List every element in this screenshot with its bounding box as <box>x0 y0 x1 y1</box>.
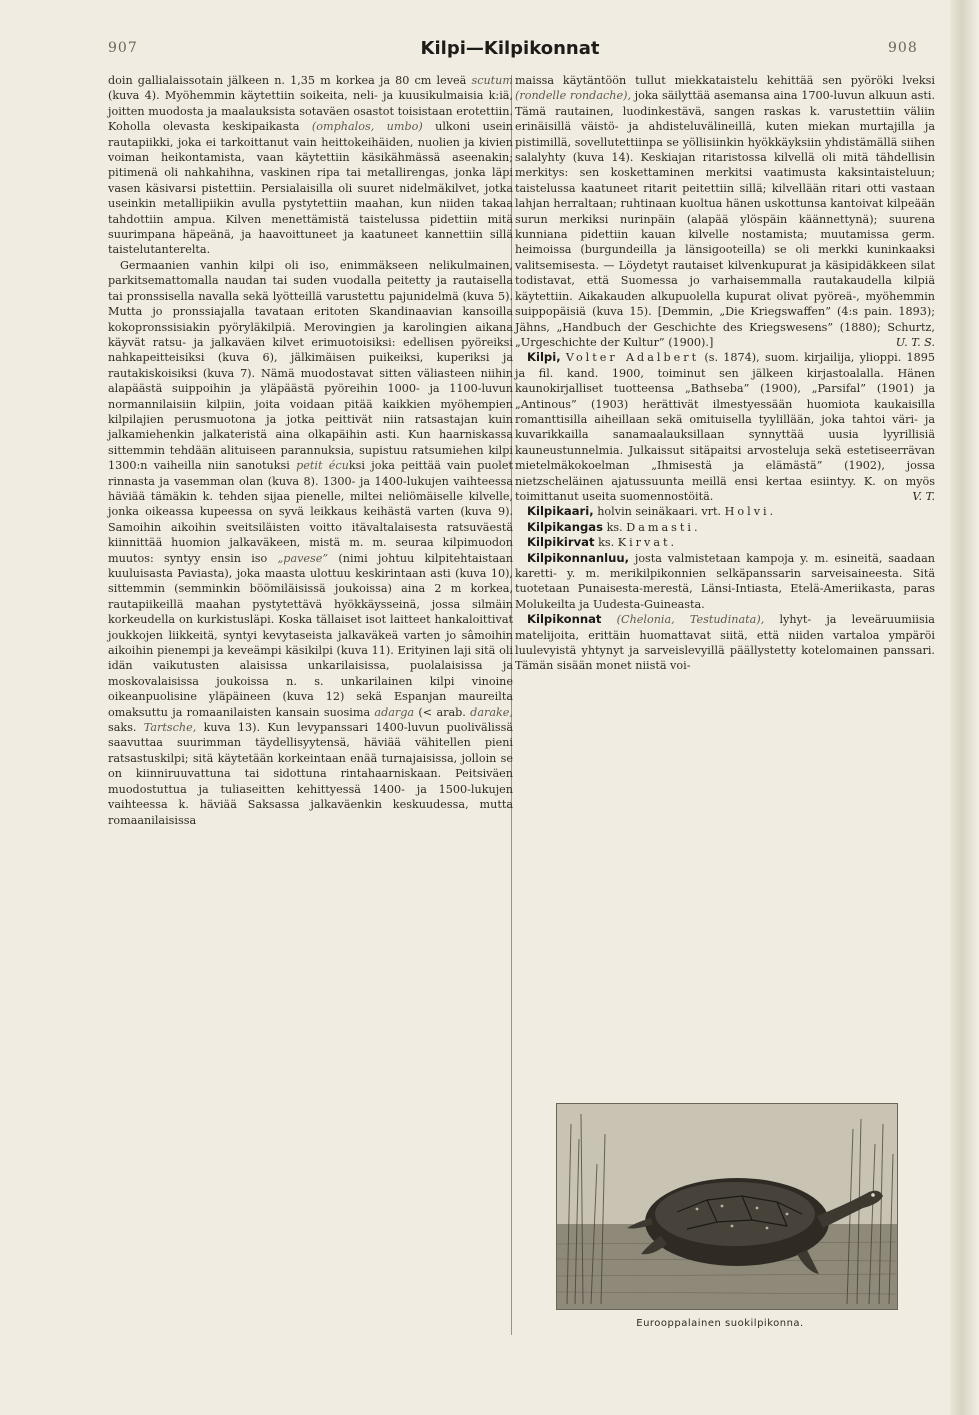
paragraph: maissa käytäntöön tullut miekkataistelu kehittää sen pyöröki lveksi (rondelle rondache), joka säilyttää asemansa aina 1700-luvun alkuun asti. Tämä rautainen, luodinkestävä, sangen raskas k. varustettiin väliin erinäisillä väistö- ja ahdisteluvälineillä, kuten miekan murtajilla ja pistimillä, sovellutettiinpa se yöllisiinkin hyökkäyksiin yhdistämällä siihen salalyhty (kuva 14). Keskiajan ritaristossa kilvellä oli mitä tähdellisin merkitys: sen koskettaminen merkitsi vaatimusta kaksintaisteluun; taistelussa kaatuneet ritarit peitettiin sillä; kilvellään ritari otti vastaan lahjan herraltaan; ruhtinaan kuoltua hänen uskottunsa kantoivat kilpeään surun merkiksi nurinpäin (alapää ylöspäin käännettynä); suurena kunniana pidettiin kauan kilvelle nostamista; muutamissa germ. heimoissa (burgundeilla ja länsigooteilla) se oli merkki kuninkaaksi valitsemisesta. — Löydetyt rautaiset kilvenkupurat ja käsipidäkkeen silat todistavat, että Suomessa jo varhaisemmalla rautakaudella kilpiä käytettiin. Aikakauden alkupuolella kupurat olivat pyöreä-, myöhemmin suippopäisiä (kuva 15). [Demmin, „Die Kriegswaffen” (4:s pain. 1893); Jähns, „Handbuch der Geschichte des Kriegswesens” (1880); Schurtz, „Urgeschichte der Kultur” (1900).] U. T. S. <box>515 74 936 349</box>
entry-headword: Kilpikaari, <box>527 504 594 519</box>
entry-headword: Kilpi, <box>527 350 561 365</box>
entry-headword: Kilpikirvat <box>527 535 595 550</box>
running-title: Kilpi—Kilpikonnat <box>420 38 600 59</box>
author-signature: V. T. <box>912 489 935 503</box>
left-column <box>108 73 513 828</box>
page-number-right: 908 <box>888 40 918 56</box>
right-column <box>515 73 935 674</box>
entry-headword: Kilpikangas <box>527 519 604 534</box>
entry-kilpikirvat: Kilpikirvat ks. Kirvat. <box>527 535 678 550</box>
cross-reference: Damasti. <box>626 520 701 534</box>
entry-headword: Kilpikonnat <box>527 612 602 627</box>
entry-headword: Kilpikonnanluu, <box>527 550 630 565</box>
cross-reference: Kirvat. <box>617 536 678 550</box>
entry-kilpikaari: Kilpikaari, holvin seinäkaari. vrt. Holvi. <box>527 504 777 519</box>
entry-kilpikonnat: Kilpikonnat (Chelonia, Testudinata), lyhyt- ja leveäruumiisia matelijoita, erittäin huomattavat siitä, että niiden vartaloa ympäröi luulevyistä yhtynyt ja sarveislevyillä päällystetty kotelomainen panssari. Tämän sisään monet niistä voi- <box>515 612 935 673</box>
entry-kilpi: Kilpi, Volter Adalbert (s. 1874), suom. kirjailija, ylioppi. 1895 ja fil. kand. 1900, toiminut sen jälkeen kirjastoalalla. Hänen kaunokirjalliset tuotteensa „Bathseba” (1900), „Parsifal” (1901) ja „Antinous” (1903) herättivät ilmestyessään huomiota kaukaisilla romanttisilla aiheillaan sekä omituisella tyylillään, joka tahtoi väri- ja kuvarikkailla sanamaalauksillaan synnyttää uusia lyyrillisiä kauneustunnelmia. Julkaissut sitäpaitsi arvosteluja sekä estetiseerrävan mietelmäkokoelman „Ihmisestä ja elämästä” (1902), jossa nietzscheläinen ajatussuunta meillä ensi kertaa esiintyy. K. on myös toimittanut useita suomennostöitä. V. T. <box>515 350 936 503</box>
entry-kilpikangas: Kilpikangas ks. Damasti. <box>527 519 701 534</box>
turtle-engraving <box>557 1104 897 1309</box>
page-binding-edge <box>950 0 979 1415</box>
cross-reference: Holvi. <box>724 505 777 519</box>
entry-kilpikonnanluu: Kilpikonnanluu, josta valmistetaan kampoja y. m. esineitä, saadaan karetti- y. m. merikilpikonnien selkäpanssarin sarveisaineesta. Sitä tuotetaan Punaisesta-merestä, Länsi-Intiasta, Etelä-Ameriikasta, paras Molukeilta ja Uudesta-Guineasta. <box>515 550 935 611</box>
figure-caption: Eurooppalainen suokilpikonna. <box>636 1318 804 1329</box>
paragraph: Germaanien vanhin kilpi oli iso, enimmäkseen nelikulmainen, parkitsemattomalla naudan tai suden vuodalla peitetty ja rautaisella tai pronssisella navalla sekä lyötteillä varustettu pajunidelmä (kuva 5). Mutta jo pronssiajalla tavataan eritoten Skandinaavian kansoilla kokopronssisiakin pyöryläkilpiä. Merovingien ja karolingien aikana käyvät ratsu- ja jalkaväen kilvet erimuotoisiksi: edellisen pyöreiksi nahkapeitteisiksi (kuva 6), jälkimäisen puikeiksi, kuperiksi ja rautakiskoisiksi (kuva 7). Nämä muodostavat sitten väliasteen niihin alapäästä suippoihin ja yläpäästä pyöreihin 1000- ja 1100-luvun normannilaisiin kilpiin, joita voidaan pitää kaikkien myöhempien kilpilajien perusmuotona ja jotka peittivät niin ratsastajan kuin jalkamiehenkin jalkateristä aina olkapäihin asti. Kun haarniskassa sittemmin tehdään alituiseen parannuksia, supistuu ratsumiehen kilpi 1300:n vaiheilla niin sanotuksi petit écuksi joka peittää vain puolet rinnasta ja vasemman olan (kuva 8). 1300- ja 1400-lukujen vaihteessa häviää tämäkin k. tehden sijaa pienelle, miltei neliömäiselle kilvelle, jonka oikeassa kupeessa on syvä leikkaus keihästä varten (kuva 9). Samoihin aikoihin sveitsiläisten voitto itävaltalaisesta ratsuväestä kiinnittää huomion jalkaväkeen, mistä m. m. seuraa kilpimuodon muutos: syntyy ensin iso „pavese” (nimi johtuu kilpitehtaistaan kuuluisasta Paviasta), joka maasta ulottuu keskirintaan asti (kuva 10), sittemmin (semminkin böömiläisissä joukoissa) aina 2 m korkea, rautapiikeillä maahan pystytettävä hyökkäysseinä, jossa silmäin korkeudella on kurkistusläpi. Koska tällaiset isot laitteet hankaloittivat joukkojen liikkeitä, syntyi kevytaseista jalkaväkeä varten jo sâmoihin aikoihin pienempi ja keveämpi käsikilpi (kuva 11). Erityinen laji sitä oli idän vaikutusten alaisissa unkarilaisissa, puolalaisissa ja moskovalaisissa joukoissa n. s. unkarilainen kilpi vinoine oikeanpuolisine yläpäineen (kuva 12) sekä Espanjan maureilta omaksuttu ja romaanilaisten kansain suosima adarga (< arab. darake, saks. Tartsche, kuva 13). Kun levypanssari 1400-luvun puolivälissä saavuttaa suurimman täydellisyytensä, häviää vähitellen pieni ratsastuskilpi; sitä käytetään korkeintaan enää turnajaisissa, jolloin se on kiinniruuvattuna tai sidottuna rintahaarniskaan. Peitsiväen muodostuttua ja tuliaseitten kehittyessä 1400- ja 1500-lukujen vaihteessa k. häviää Saksassa jalkaväenkin keskuudessa, mutta romaanilaisissa <box>108 258 513 827</box>
turtle-illustration <box>556 1103 898 1310</box>
paragraph: doin gallialaissotain jälkeen n. 1,35 m korkea ja 80 cm leveä scutum (kuva 4). Myöhemmin käytettiin soikeita, neli- ja kuusikulmaisia k:iä, joitten muodosta ja maalauksista sotaväen osastot toisistaan erotettiin. Koholla olevasta keskipaikasta (omphalos, umbo) ulkoni usein rautapiikki, joka ei tarkoittanut vain heittokeihäiden, nuolien ja kivien voiman heikontamista, vaan käytettiin käsikähmässä aseenakin; pitimenä oli nahkahihna, vaskinen ripa tai metallirengas, jonka läpi vasen käsivarsi pistettiin. Persialaisilla oli suuret nidelmäkilvet, jotka useinkin metallipiikin avulla pystytettiin maahan, kun niiden takaa tahdottiin ampua. Kilven menettämistä taistelussa pidettiin mitä suurimpana häpeänä, ja haavoittuneet ja kaatuneet kannettiin sillä taistelutanterelta. <box>108 74 513 257</box>
author-signature: U. T. S. <box>895 335 935 349</box>
running-header <box>0 38 940 66</box>
page-number-left: 907 <box>108 40 138 56</box>
